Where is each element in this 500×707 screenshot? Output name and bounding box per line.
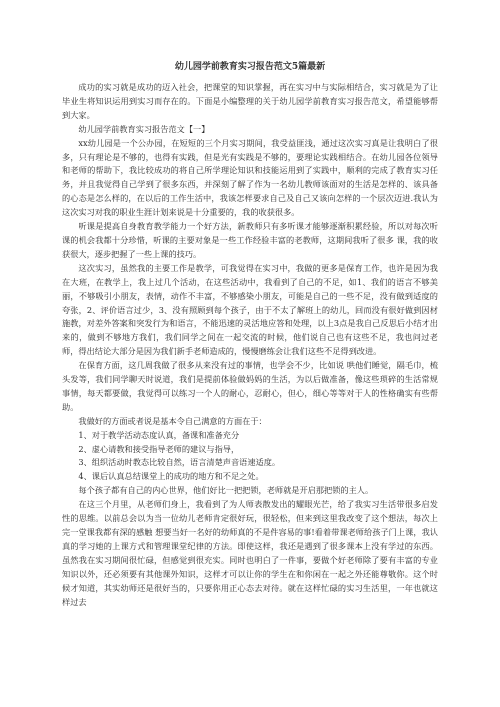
section-heading-1: 幼儿园学前教育实习报告范文【一】 — [78, 123, 210, 134]
body-paragraph: 听课是提高自身教育教学能力一个好方法，新教师只有多听课才能够逐渐积累经验，所以对每次听课的机会我都十分珍惜，听课的主要对象是一些工作经验丰富的老教师，这期间我听了很多 课，我的收获很大，逐步把握了一些上课的技巧。 — [62, 221, 438, 259]
document-title: 幼儿园学前教育实习报告范文5篇最新 — [174, 62, 326, 72]
body-paragraph: 我做好的方面或者说是基本令自己满意的方面在于： — [78, 415, 267, 426]
body-paragraph: 在保育方面，这几周我做了很多从来没有过的事情，也学会不少，比如说 哄他们睡觉，隔毛巾，梳头发等，我们同学聊天时说道，我们是提前体验做妈妈的生活，为以后做准备，像这些琐碎的生活常规事情，每天都要做，我觉得可以练习一个人的耐心，忍耐心，但心，细心等等对于人的性格确实有些帮助。 — [62, 360, 438, 412]
list-item: 3、组织活动时教态比较自然，语言清楚声音语速适度。 — [78, 457, 281, 468]
list-item: 2、虚心请教和接受指导老师的建议与指导， — [78, 443, 240, 454]
list-item: 1、对于教学活动态度认真，备课和准备充分 — [78, 429, 240, 440]
body-paragraph: 这次实习，虽然我的主要工作是教学，可我觉得在实习中，我做的更多是保育工作，也许是因为我在大班，在教学上，我上过几个活动，在这些活动中，我看到了自己的不足，如1、我们的语言不够美丽，不够吸引小朋友，表情，动作不丰富，不够感染小朋友，可能是自己的一些不足，没有做到适度的夸张，2、评价语言过少，3、没有照顾到每个孩子，由于不太了解班上的幼儿，回而没有很好做到因材施教，对差外答案和突发行为和语言，不能迅速的灵活地应答和处理，以上3点是我自己反思后小结才出来的，做到不够地方我们，我们同学之间在一起交流的时候，他们说自己也有这些不足，我也问过老师，得出结论大部分是因为我们新手老师造成的，慢慢磨练会让我们这些不足得到改进。 — [62, 262, 438, 357]
body-paragraph: 在这三个月里，从老师们身上，我看到了为人师表散发出的耀眼光芒，给了我实习生活带很多启发性的思维。以前总会以为当一位幼儿老师肯定很好玩，很轻松，但来到这里我改变了这个想法，每次上完一堂课我都有深的感触 想要当好一名好的幼师真的不是件容易的事!看着带课老师给孩子门上课，我认真的学习她的上课方式和管理课堂纪律的方法。即使这样，我还是遇到了很多课本上没有学过的东西。虽然我在实习期间很忙碌，但感觉到很充实。同时也明白了一件事，要做个好老师除了要有丰富的专业知识以外，还必须要有其他课外知识，这样才可以让你的学生在和你闲在一起之外还能尊敬你。这个时候才知道，其实幼师还是很好当的，只要你用正心态去对待。就在这样忙碌的实习生活里，一年也就这样过去 — [62, 499, 438, 607]
body-paragraph: xx幼儿园是一个公办园，在短短的三个月实习期间，我受益匪浅，通过这次实习真是让我明白了很多，只有理论是不够的，也得有实践，但是光有实践是不够的，要理论实践相结合。在幼儿园各位领导和老师的帮助下，我比较成功的将自己所学理论知识和技能运用到了实践中，顺利的完成了教育实习任务，并且我觉得自己学到了很多东西，并深刻了解了作为一名幼儿教师该面对的生活是怎样的、该具备的心态是怎么样的，在以后的工作生活中，我该怎样要求自己及自己又该向怎样的一个层次迈进.我认为这次实习对我的职业生涯计划来说是十分重要的，我的收获很多。 — [62, 137, 438, 218]
list-item: 4、课后认真总结课堂上的成功的地方和不足之处。 — [78, 471, 264, 482]
body-paragraph: 每个孩子都有自己的内心世界，他们好比一把把锁，老师就是开启那把锁的主人。 — [78, 485, 374, 496]
intro-paragraph: 成功的实习就是成功的迈入社会，把课堂的知识掌握，再在实习中与实际相结合，实习就是为了让毕业生将知识运用到实习而存在的。下面是小编整理的关于幼儿园学前教育实习报告范文，希望能够帮到大家。 — [62, 82, 438, 120]
